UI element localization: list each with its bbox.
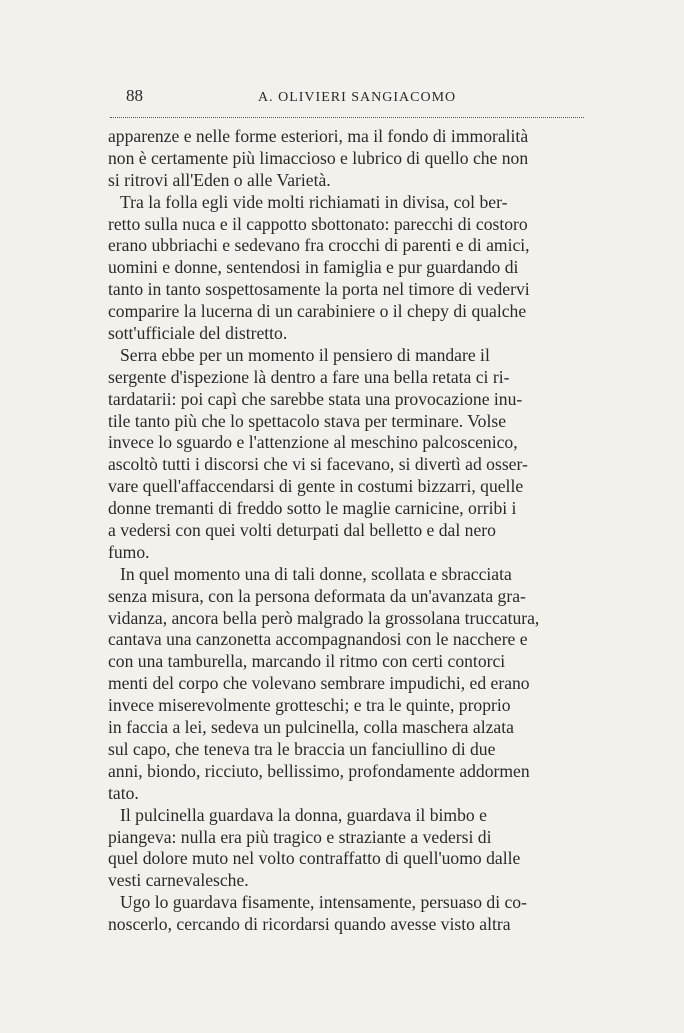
text-line: tato. [108, 782, 139, 803]
text-line: Il pulcinella guardava la donna, guardava il bimbo e [120, 804, 487, 825]
text-line: vidanza, ancora bella però malgrado la grossolana truccatura, [108, 607, 540, 628]
text-line: senza misura, con la persona deformata da un'avanzata gra- [108, 585, 526, 606]
text-line: uomini e donne, sentendosi in famiglia e pur guardando di [108, 257, 519, 278]
text-line: Serra ebbe per un momento il pensiero di mandare il [120, 344, 490, 365]
text-line: a vedersi con quei volti deturpati dal belletto e dal nero [108, 520, 496, 541]
text-line: Ugo lo guardava fisamente, intensamente, persuaso di co- [120, 892, 527, 913]
text-line: sergente d'ispezione là dentro a fare una bella retata ci ri- [108, 366, 510, 387]
running-head: A. OLIVIERI SANGIACOMO [258, 90, 457, 105]
body-text [108, 126, 578, 936]
text-line: retto sulla nuca e il cappotto sbottonato: parecchi di costoro [108, 213, 528, 234]
text-line: con una tamburella, marcando il ritmo con certi contorci [108, 651, 506, 672]
text-line: vare quell'affaccendarsi di gente in costumi bizzarri, quelle [108, 476, 524, 497]
page-header [118, 86, 586, 116]
text-line: invece miserevolmente grotteschi; e tra le quinte, proprio [108, 695, 511, 716]
text-line: quel dolore muto nel volto contraffatto di quell'uomo dalle [108, 848, 521, 869]
header-rule [110, 117, 584, 118]
text-line: tanto in tanto sospettosamente la porta nel timore di vedervi [108, 279, 530, 300]
text-line: piangeva: nulla era più tragico e straziante a vedersi di [108, 826, 492, 847]
text-line: comparire la lucerna di un carabiniere o il chepy di qualche [108, 301, 527, 322]
text-line: tile tanto più che lo spettacolo stava per terminare. Volse [108, 410, 507, 431]
text-line: sul capo, che teneva tra le braccia un fanciullino di due [108, 738, 496, 759]
text-line: Tra la folla egli vide molti richiamati in divisa, col ber- [120, 191, 508, 212]
page-number: 88 [126, 86, 143, 105]
text-line: sott'ufficiale del distretto. [108, 323, 288, 344]
text-line: si ritrovi all'Eden o alle Varietà. [108, 169, 331, 190]
text-line: menti del corpo che volevano sembrare impudichi, ed erano [108, 673, 530, 694]
text-line: fumo. [108, 541, 150, 562]
text-line: donne tremanti di freddo sotto le maglie carnicine, orribi i [108, 498, 517, 519]
text-line: ascoltò tutti i discorsi che vi si facevano, si divertì ad osser- [108, 454, 528, 475]
text-line: noscerlo, cercando di ricordarsi quando avesse visto altra [108, 914, 511, 935]
text-line: apparenze e nelle forme esteriori, ma il fondo di immoralità [108, 126, 529, 146]
text-line: tardatarii: poi capì che sarebbe stata una provocazione inu- [108, 388, 523, 409]
text-line: vesti carnevalesche. [108, 870, 249, 891]
text-line: in faccia a lei, sedeva un pulcinella, colla maschera alzata [108, 717, 514, 738]
text-line: In quel momento una di tali donne, scollata e sbracciata [120, 563, 512, 584]
text-line: invece lo sguardo e l'attenzione al meschino palcoscenico, [108, 432, 518, 453]
text-line: non è certamente più limaccioso e lubrico di quello che non [108, 147, 529, 168]
text-line: cantava una canzonetta accompagnandosi con le nacchere e [108, 629, 528, 650]
text-line: anni, biondo, ricciuto, bellissimo, profondamente addormen [108, 760, 530, 781]
text-line: erano ubbriachi e sedevano fra crocchi di parenti e di amici, [108, 235, 530, 256]
